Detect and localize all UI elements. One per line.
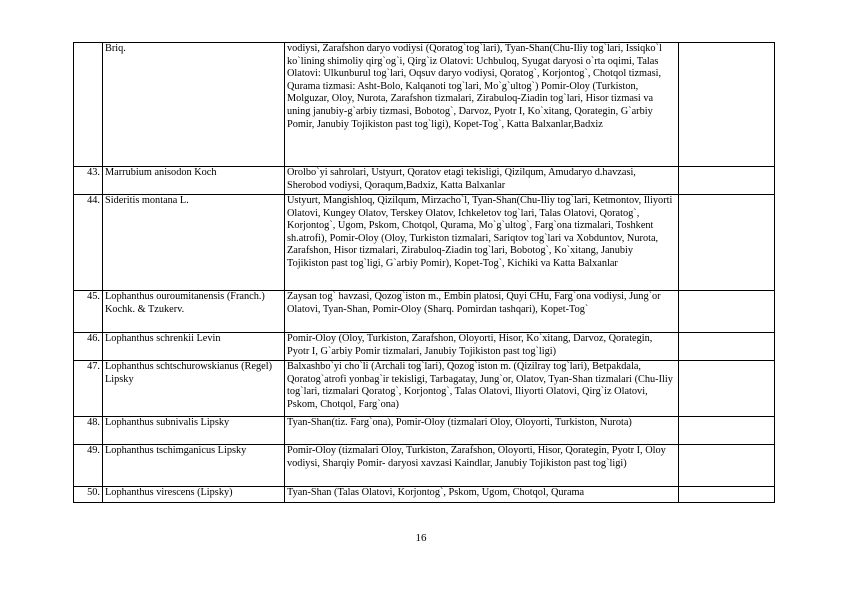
empty-cell [679,445,775,487]
row-number: 44. [74,195,103,291]
distribution-text: Pomir-Oloy (Oloy, Turkiston, Zarafshon, Oloyorti, Hisor, Ko`xitang, Darvoz, Qorategin, Pyotr I, G`arbiy Pomir tizmalari, Janubiy Tojikiston past tog`ligi) [285,333,679,361]
table-row [74,195,775,291]
table-row [74,291,775,333]
table-row [74,417,775,445]
species-name: Briq. [103,43,285,167]
species-name: Lophanthus schrenkii Levin [103,333,285,361]
row-number: 48. [74,417,103,445]
distribution-text: Orolbo`yi sahrolari, Ustyurt, Qoratov etagi tekisligi, Qizilqum, Amudaryo d.havzasi, Sherobod vodiysi, Qoraqum,Badxiz, Katta Balxanlar [285,167,679,195]
row-number: 46. [74,333,103,361]
row-number: 49. [74,445,103,487]
species-name: Lophanthus schtschurowskianus (Regel) Lipsky [103,361,285,417]
empty-cell [679,195,775,291]
page-number: 16 [415,532,427,544]
empty-cell [679,487,775,503]
empty-cell [679,167,775,195]
distribution-text: Pomir-Oloy (tizmalari Oloy, Turkiston, Zarafshon, Oloyorti, Hisor, Qorategin, Pyotr I, Oloy vodiysi, Sharqiy Pomir- daryosi xavzasi Kaindlar, Janubiy Tojikiston past tog`ligi) [285,445,679,487]
empty-cell [679,333,775,361]
distribution-text: Zaysan tog` havzasi, Qozog`iston m., Embin platosi, Quyi CHu, Farg`ona vodiysi, Jung`or Olatovi, Tyan-Shan, Pomir-Oloy (Sharq. Pomirdan tashqari), Kopet-Tog` [285,291,679,333]
row-number: 45. [74,291,103,333]
species-name: Lophanthus tschimganicus Lipsky [103,445,285,487]
distribution-text: Tyan-Shan(tiz. Farg`ona), Pomir-Oloy (tizmalari Oloy, Oloyorti, Turkiston, Nurota) [285,417,679,445]
row-number: 43. [74,167,103,195]
empty-cell [679,291,775,333]
distribution-text: Ustyurt, Mangishloq, Qizilqum, Mirzacho`l, Tyan-Shan(Chu-Iliy tog`lari, Ketmontov, Iliyorti Olatovi, Kungey Olatov, Terskey Olatov, Ichkeletov tog`lari, Talas Olatovi, Qoratog`, Korjontog`, Ugom, Pskom, Chotqol, Qurama, Mo`g`ultog`, Farg`ona tizmalari, Toshkent sh.atrofi), Pomir-Oloy (Oloy, Turkiston tizmalari, Sariqtov tog`lari va Xobduntov, Nurota, Zarafshon, Hisor tizmalari, Zirabuloq-Ziadin tog`lari, Bobotog`, Ko`xitang, Janubiy Tojikiston past tog`ligi, G`arbiy Pomir), Kopet-Tog`, Kichiki va Katta Balxanlar [285,195,679,291]
distribution-text: Tyan-Shan (Talas Olatovi, Korjontog`, Pskom, Ugom, Chotqol, Qurama [285,487,679,503]
distribution-text: vodiysi, Zarafshon daryo vodiysi (Qoratog`tog`lari), Tyan-Shan(Chu-Iliy tog`lari, Issiqko`l ko`lining shimoliy qirg`og`i, Qirg`iz Olatovi: Uchbuloq, Syugat daryosi o`rta oqimi, Talas Olatovi: Ulkunburul tog`lari, Oqsuv daryo vodiysi, Qoratog`, Korjontog`, Chotqol tizmasi, Qurama tizmasi: Asht-Bolo, Kalqanoti tog`lari, Mo`g`ultog`) Pomir-Oloy (Turkiston, Molguzar, Oloy, Nurota, Zarafshon tizmalari, Zirabuloq-Ziadin tog`lari, Hisor tizmasi va uning janubiy-g`arbiy tizmasi, Bobotog`, Darvoz, Pyotr I, Ko`xitang, Qorategin, G`arbiy Pomir, Janubiy Tojikiston past tog`ligi), Kopet-Tog`, Katta Balxanlar,Badxiz [285,43,679,167]
table-row [74,333,775,361]
table-row [74,43,775,167]
empty-cell [679,361,775,417]
species-distribution-table [73,42,775,503]
empty-cell [679,417,775,445]
species-name: Lophanthus ouroumitanensis (Franch.) Kochk. & Tzukerv. [103,291,285,333]
species-name: Lophanthus virescens (Lipsky) [103,487,285,503]
row-number: 50. [74,487,103,503]
distribution-text: Balxashbo`yi cho`li (Archali tog`lari), Qozog`iston m. (Qizilray tog`lari), Betpakdala, Qoratog`atrofi yonbag`ir tekisligi, Tarbagatay, Jung`or, Olatov, Tyan-Shan tizmalari (Chu-Iliy tog`lari, tizmalari Qoratog`, Korjontog`, Talas Olatovi, Iliyorti Olatovi, Qirg`iz Olatovi, Pskom, Chotqol, Farg`ona) [285,361,679,417]
species-name: Sideritis montana L. [103,195,285,291]
empty-cell [679,43,775,167]
table-row [74,361,775,417]
table-row [74,445,775,487]
row-number [74,43,103,167]
species-name: Marrubium anisodon Koch [103,167,285,195]
table-row [74,487,775,503]
table-row [74,167,775,195]
species-name: Lophanthus subnivalis Lipsky [103,417,285,445]
row-number: 47. [74,361,103,417]
